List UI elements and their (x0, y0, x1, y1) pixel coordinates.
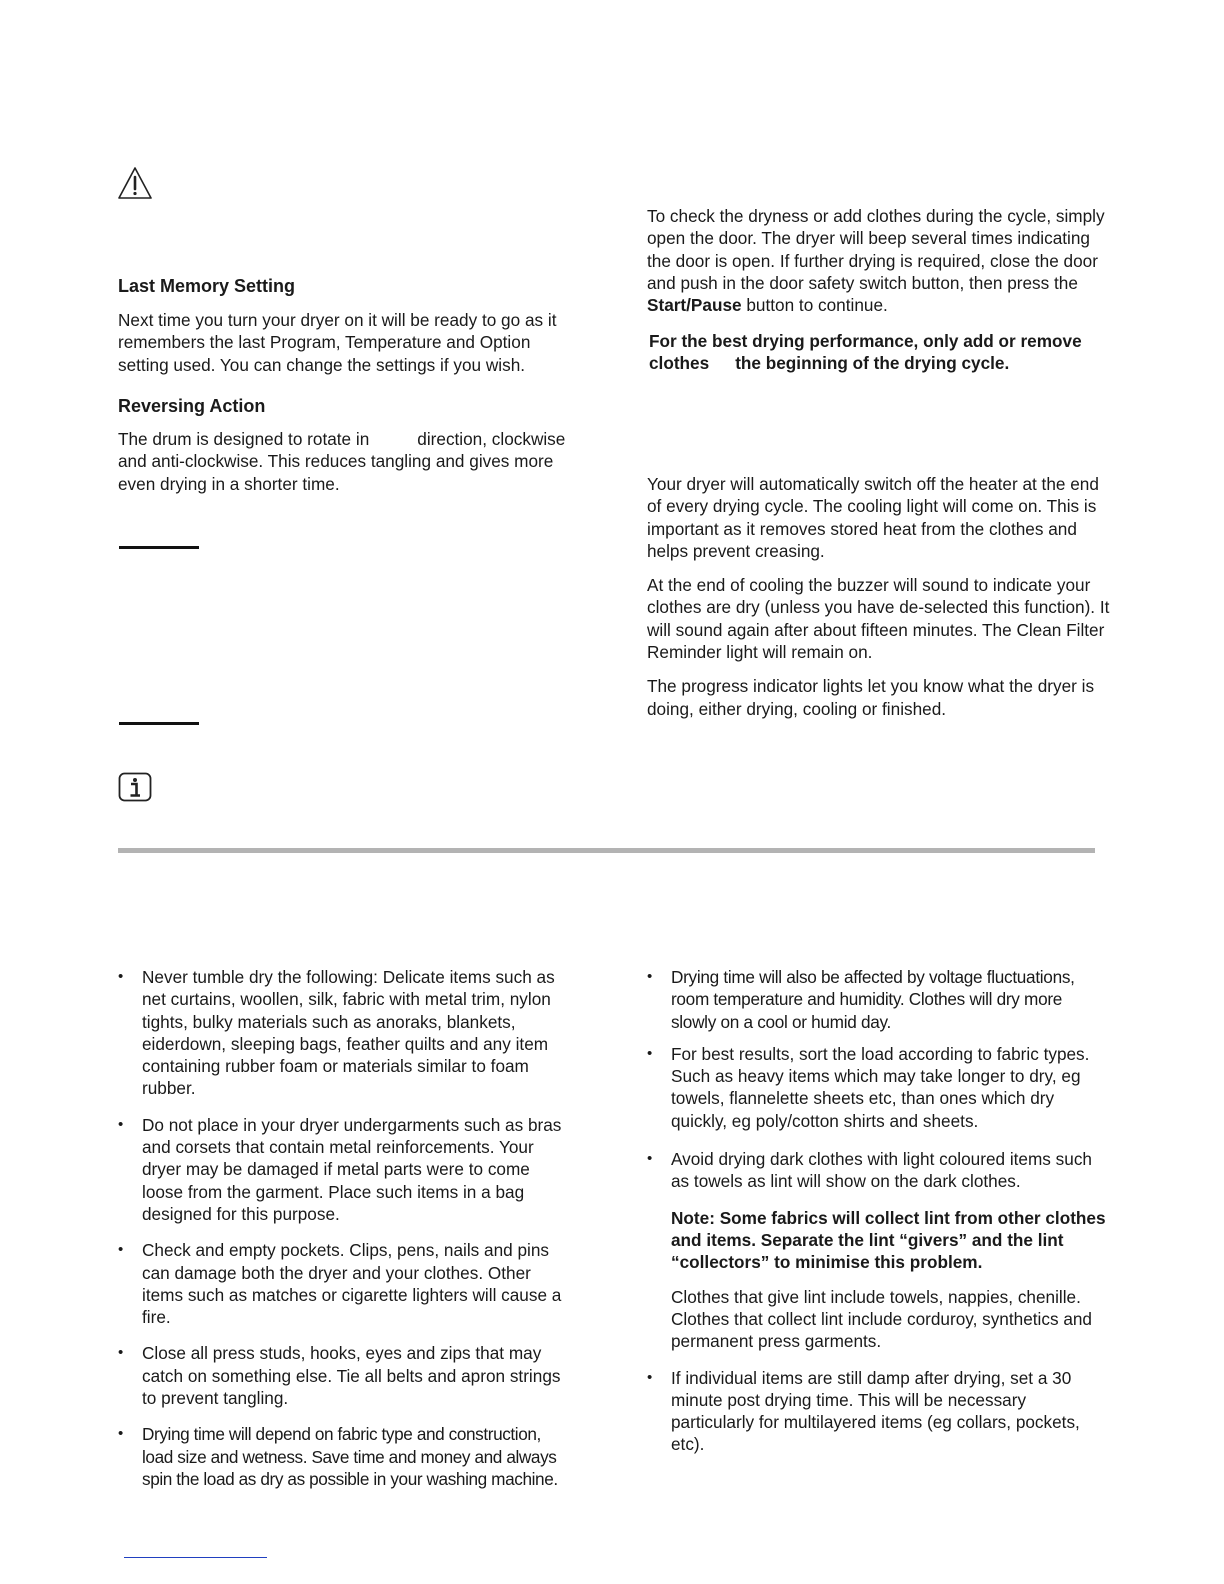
list-item: • For best results, sort the load according to fabric types. Such as heavy items which may take longer to dry, eg towels, flannelette sheets etc, than ones which dry quickly, eg poly/cotton shirts and sheets. (647, 1043, 1109, 1132)
best-performance-line1: For the best drying performance, only add or remove (649, 331, 1082, 352)
check-dryness-text (647, 205, 1109, 316)
list-item: • Avoid drying dark clothes with light coloured items such as towels as lint will show on the dark clothes. (647, 1148, 1109, 1193)
check-dryness-end: button to continue. (746, 295, 888, 316)
lint-text: Clothes that give lint include towels, nappies, chenille. Clothes that collect lint include corduroy, synthetics and permanent press garments. (671, 1286, 1092, 1352)
list-item: • Do not place in your dryer undergarments such as bras and corsets that contain metal reinforcements. Your dryer may be damaged if metal parts were to come loose from the garment. Place such items in a bag designed for this purpose. (118, 1114, 570, 1225)
laundry-tips-right (647, 966, 1109, 1456)
list-item: • Drying time will also be affected by voltage fluctuations, room temperature and humidity. Clothes will dry more slowly on a cool or humid day. (647, 966, 1109, 1033)
laundry-tips-list-right-b (647, 1367, 1109, 1456)
best-performance-line2-b: the beginning of the drying cycle. (735, 353, 1010, 374)
reversing-line1-b: direction, clockwise (417, 429, 566, 449)
list-item: • Close all press studs, hooks, eyes and zips that may catch on something else. Tie all belts and apron strings to prevent tangling. (118, 1342, 570, 1409)
progress-text: The progress indicator lights let you know what the dryer is doing, either drying, cooling or finished. (647, 676, 1095, 719)
list-item: • Check and empty pockets. Clips, pens, nails and pins can damage both the dryer and your clothes. Other items such as matches or cigarette lighters will cause a fire. (118, 1239, 570, 1328)
warning-triangle-icon (117, 166, 153, 200)
list-item: • Drying time will depend on fabric type and construction, load size and wetness. Save time and money and always spin the load as dry as possible in your washing machine. (118, 1423, 570, 1490)
cooling-text: Your dryer will automatically switch off the heater at the end of every drying cycle. The cooling light will come on. This is important as it removes stored heat from the clothes and helps prevent creasing. (647, 474, 1099, 561)
last-memory-section (118, 276, 573, 376)
reversing-action-section (118, 396, 576, 495)
start-pause-label: Start/Pause (647, 295, 742, 316)
laundry-tips-list-left (118, 966, 570, 1490)
last-memory-heading: Last Memory Setting (118, 276, 296, 296)
cooling-section (647, 473, 1111, 720)
footer-link-underline (124, 1557, 267, 1558)
reversing-line1-a: The drum is designed to rotate in (118, 429, 370, 449)
best-performance-line2-a: clothes (649, 353, 710, 374)
list-item: • Never tumble dry the following: Delicate items such as net curtains, woollen, silk, fabric with metal trim, nylon tights, bulky materials such as anoraks, blankets, eiderdown, sleeping bags, feather quilts and any item containing rubber foam or materials similar to foam rubber. (118, 966, 570, 1100)
reversing-rest: and anti-clockwise. This reduces tangling and gives more even drying in a shorter time. (118, 451, 554, 494)
info-icon (118, 772, 152, 802)
section-rule-top (119, 546, 199, 549)
buzzer-text: At the end of cooling the buzzer will sound to indicate your clothes are dry (unless you have de-selected this function). It will sound again after about fifteen minutes. The Clean Filter Reminder light will remain on. (647, 575, 1110, 663)
best-performance-note (647, 330, 1109, 374)
check-dryness-body: To check the dryness or add clothes during the cycle, simply open the door. The dryer will beep several times indicating the door is open. If further drying is required, close the door and push in the door safety switch button, then press the (647, 206, 1105, 293)
last-memory-text: Next time you turn your dryer on it will be ready to go as it remembers the last Program, Temperature and Option setting used. You can change the settings if you wish. (118, 310, 557, 375)
check-dryness-section (647, 205, 1109, 374)
reversing-action-text (118, 428, 576, 495)
reversing-action-heading: Reversing Action (118, 396, 266, 416)
list-item: • If individual items are still damp after drying, set a 30 minute post drying time. This will be necessary particularly for multilayered items (eg collars, pockets, etc). (647, 1367, 1109, 1456)
section-rule-bottom (119, 722, 199, 725)
laundry-tips-list-right-a (647, 966, 1109, 1193)
lint-note: Note: Some fabrics will collect lint from other clothes and items. Separate the lint “givers” and the lint “collectors” to minimise this problem. (671, 1207, 1106, 1272)
section-divider (118, 848, 1095, 853)
